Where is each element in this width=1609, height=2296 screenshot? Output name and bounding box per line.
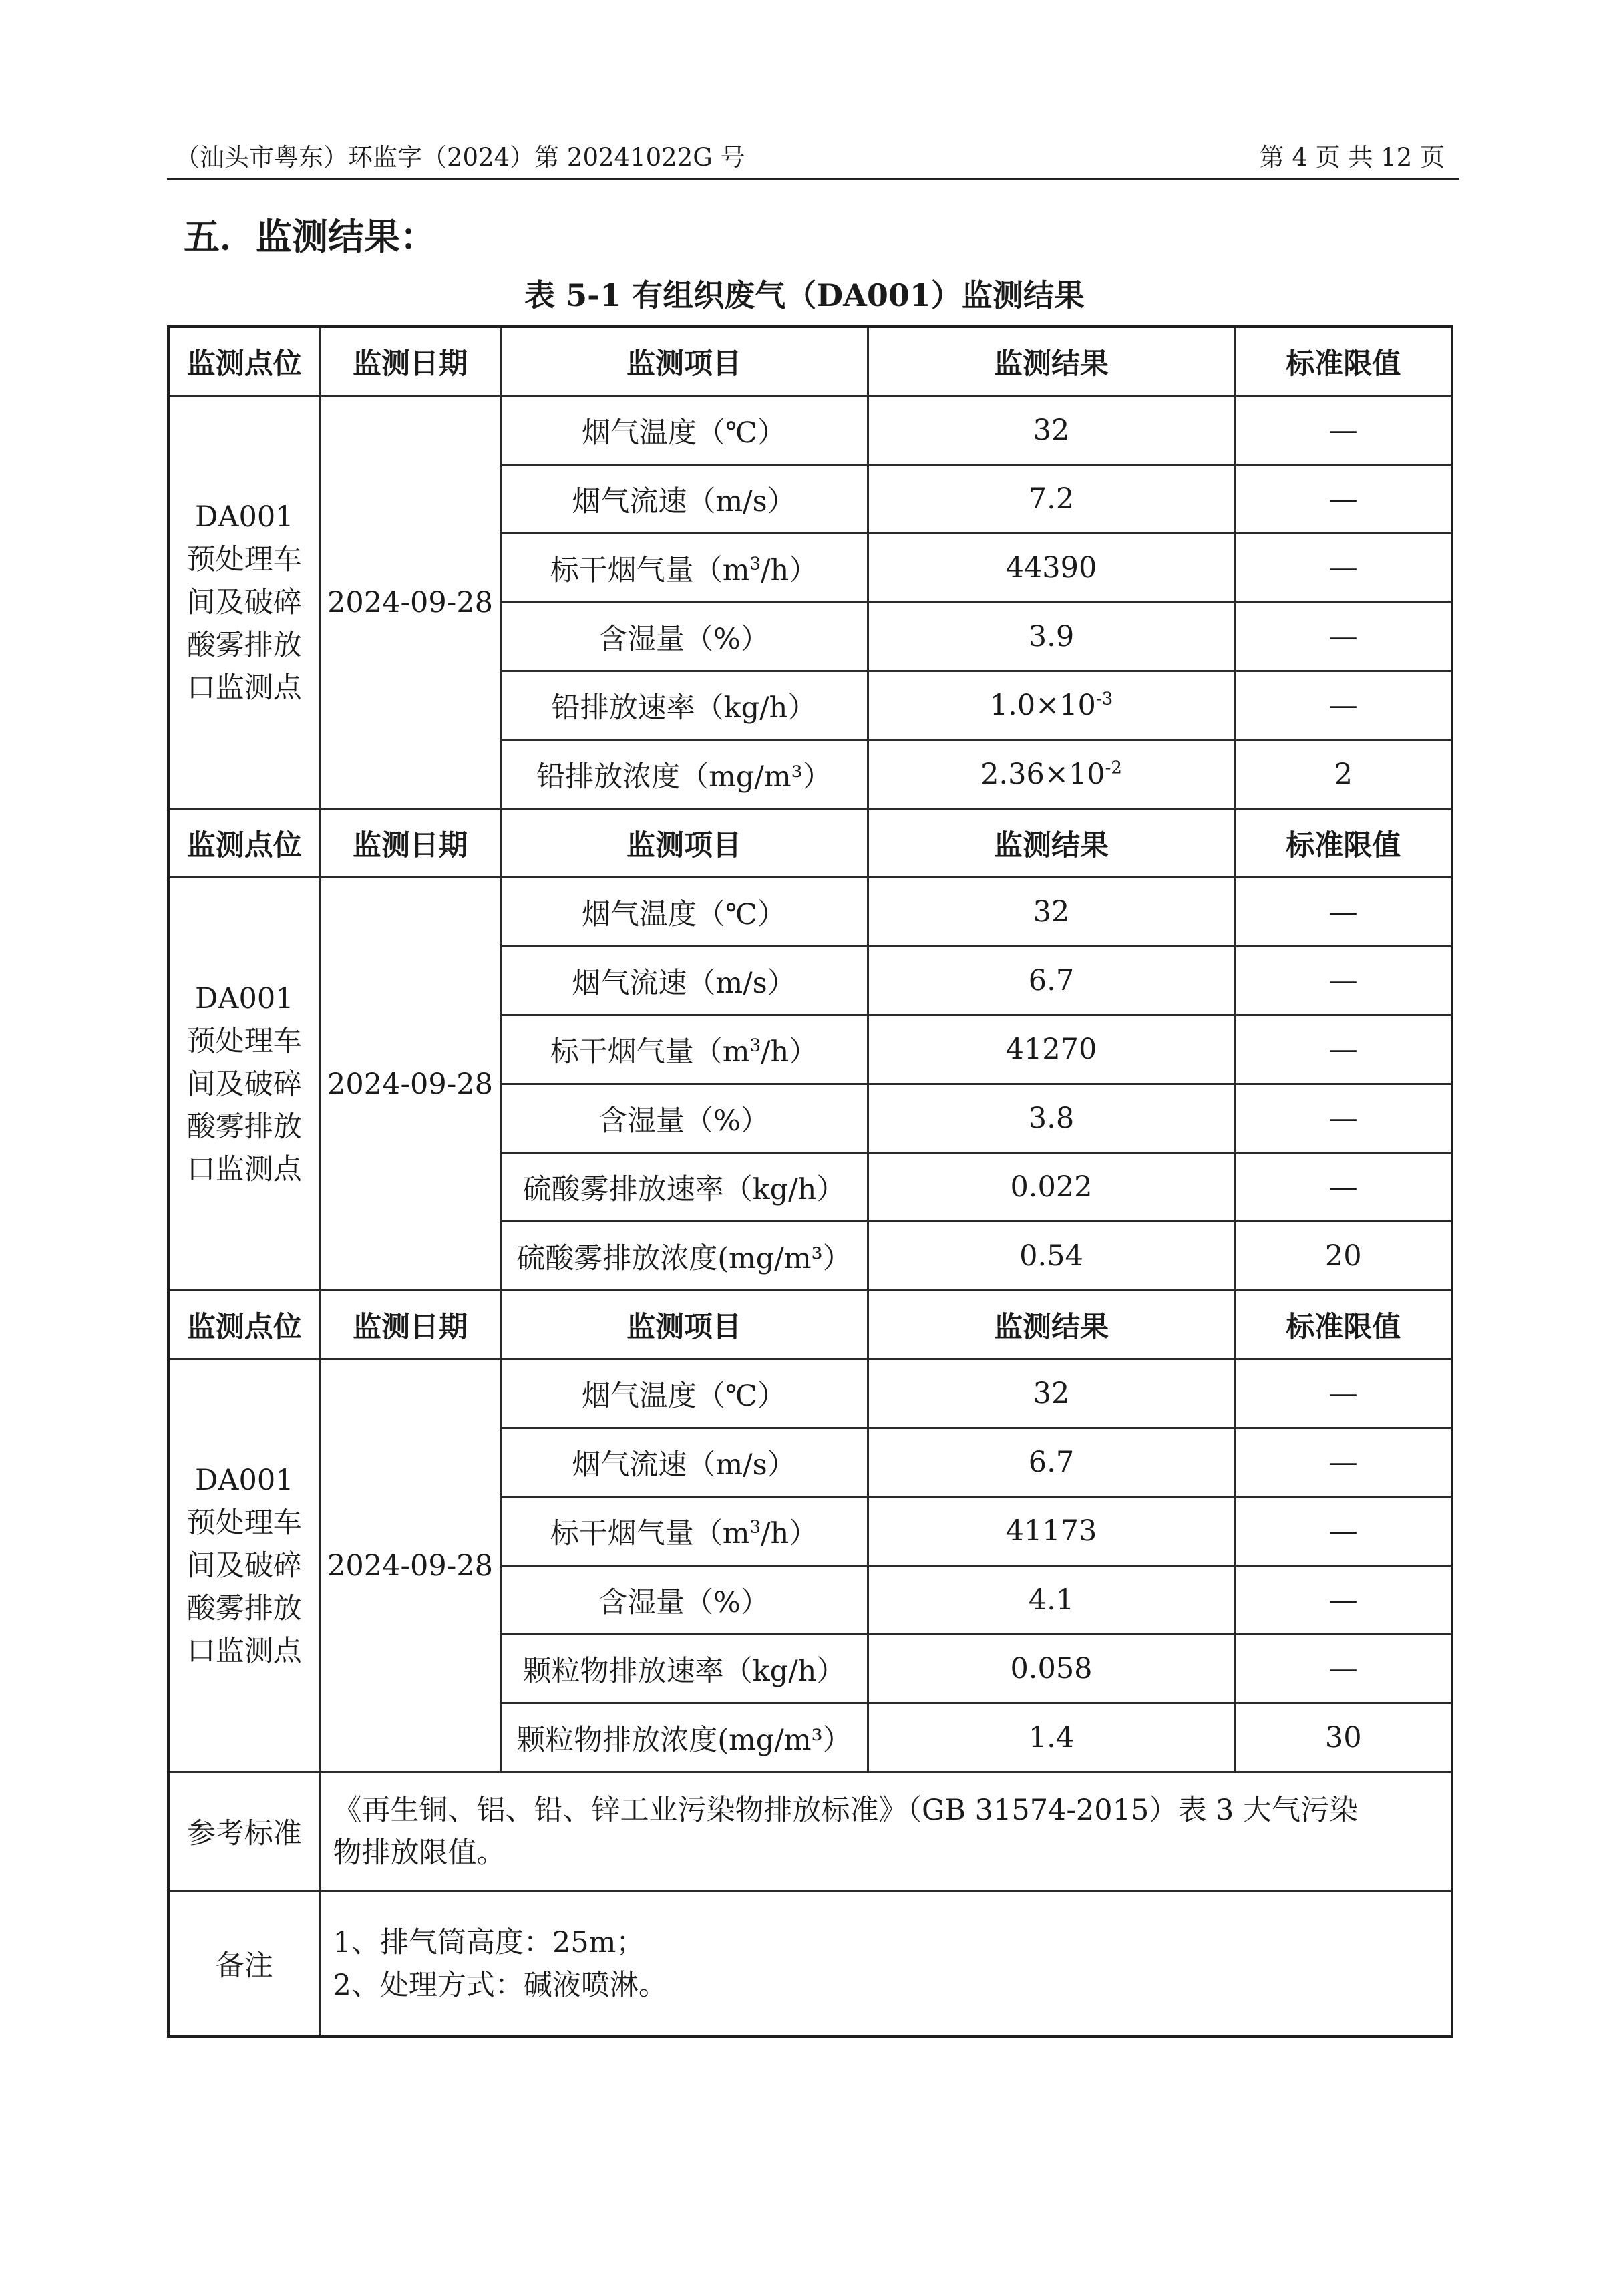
document-reference: （汕头市粤东）环监字（2024）第 20241022G 号: [175, 143, 745, 172]
monitoring-result-cell: [868, 465, 1235, 534]
monitoring-point-line: 预处理车: [186, 542, 302, 577]
monitoring-result-exponent: -2: [1105, 758, 1122, 778]
monitoring-result-value: 6.7: [1028, 1446, 1075, 1479]
monitoring-point-cell: [168, 396, 320, 809]
monitoring-result-value: 6.7: [1028, 964, 1075, 997]
column-header-point: 监测点位: [168, 809, 320, 878]
monitoring-item-unit-tail: /h）: [761, 1516, 818, 1550]
monitoring-result-cell: [868, 878, 1235, 947]
monitoring-point-line: DA001: [194, 500, 294, 534]
section-title: 五．监测结果：: [184, 215, 436, 258]
monitoring-result-value: 32: [1033, 414, 1070, 447]
table-header-row: [168, 327, 1452, 396]
monitoring-item-text: 硫酸雾排放速率（kg/h）: [522, 1172, 846, 1206]
monitoring-item-cell: [500, 1566, 868, 1635]
monitoring-item-cell: [500, 603, 868, 671]
page-header: [167, 137, 1459, 180]
monitoring-result-cell: [868, 671, 1235, 740]
monitoring-point-line: 间及破碎: [186, 585, 302, 619]
monitoring-result-cell: [868, 947, 1235, 1015]
standard-limit-cell: —: [1235, 1015, 1452, 1084]
monitoring-result-cell: [868, 740, 1235, 809]
monitoring-item-text: 烟气流速（m/s）: [572, 484, 796, 518]
remarks-line: 1、排气筒高度：25m；: [333, 1925, 645, 1959]
standard-limit-cell: —: [1235, 1359, 1452, 1428]
standard-limit-cell: —: [1235, 1635, 1452, 1703]
monitoring-result-cell: [868, 1222, 1235, 1291]
remarks-row: [168, 1891, 1452, 2037]
column-header-date: 监测日期: [320, 327, 500, 396]
monitoring-item-text: 烟气温度（℃）: [581, 1379, 787, 1413]
monitoring-item-unit-tail: /h）: [761, 553, 818, 587]
monitoring-item-cell: [500, 1635, 868, 1703]
monitoring-date-cell: 2024-09-28: [320, 878, 500, 1291]
monitoring-item-superscript: 3: [749, 1517, 761, 1538]
monitoring-item-text: 含湿量（%）: [598, 622, 769, 656]
standard-limit-cell: —: [1235, 1428, 1452, 1497]
reference-standard-text: [320, 1772, 1452, 1891]
monitoring-result-cell: [868, 1497, 1235, 1566]
monitoring-result-value: 4.1: [1028, 1583, 1075, 1617]
monitoring-item-cell: [500, 1497, 868, 1566]
standard-limit-cell: —: [1235, 1497, 1452, 1566]
monitoring-item-cell: [500, 1359, 868, 1428]
monitoring-item-cell: [500, 671, 868, 740]
monitoring-item-text: 标干烟气量（m: [550, 1035, 750, 1069]
column-header-item: 监测项目: [500, 1291, 868, 1359]
monitoring-item-cell: [500, 947, 868, 1015]
standard-limit-cell: —: [1235, 465, 1452, 534]
monitoring-result-cell: [868, 1566, 1235, 1635]
monitoring-point-line: 酸雾排放: [186, 1591, 302, 1625]
monitoring-item-text: 烟气流速（m/s）: [572, 966, 796, 1000]
monitoring-item-text: 烟气温度（℃）: [581, 897, 787, 931]
remarks-text: [320, 1891, 1452, 2037]
monitoring-point-cell: [168, 1359, 320, 1772]
standard-limit-cell: 20: [1235, 1222, 1452, 1291]
monitoring-result-cell: [868, 1084, 1235, 1153]
column-header-date: 监测日期: [320, 1291, 500, 1359]
monitoring-item-text: 铅排放速率（kg/h）: [551, 691, 817, 725]
standard-limit-cell: —: [1235, 1084, 1452, 1153]
table-header-row: [168, 1291, 1452, 1359]
column-header-item: 监测项目: [500, 809, 868, 878]
monitoring-item-text: 含湿量（%）: [598, 1585, 769, 1619]
table-row: [168, 396, 1452, 465]
monitoring-result-cell: [868, 1015, 1235, 1084]
page-number: 第 4 页 共 12 页: [1259, 143, 1445, 172]
monitoring-item-cell: [500, 1428, 868, 1497]
monitoring-point-line: 口监测点: [186, 1634, 302, 1668]
monitoring-result-exponent: -3: [1095, 689, 1113, 709]
monitoring-result-cell: [868, 1428, 1235, 1497]
monitoring-item-text: 铅排放浓度（mg/m³）: [536, 760, 832, 794]
standard-limit-cell: —: [1235, 1566, 1452, 1635]
monitoring-item-cell: [500, 534, 868, 603]
monitoring-results-table: [167, 325, 1453, 2038]
monitoring-point-line: 酸雾排放: [186, 628, 302, 662]
monitoring-result-cell: [868, 603, 1235, 671]
monitoring-item-cell: [500, 1222, 868, 1291]
monitoring-result-value: 32: [1033, 895, 1070, 929]
monitoring-item-text: 烟气温度（℃）: [581, 416, 787, 450]
monitoring-result-value: 32: [1033, 1377, 1070, 1410]
monitoring-point-line: 口监测点: [186, 1152, 302, 1186]
monitoring-result-value: 1.0×10: [989, 689, 1096, 722]
column-header-point: 监测点位: [168, 327, 320, 396]
column-header-result: 监测结果: [868, 809, 1235, 878]
standard-limit-cell: —: [1235, 671, 1452, 740]
monitoring-result-value: 3.8: [1028, 1102, 1075, 1135]
monitoring-result-value: 2.36×10: [980, 758, 1105, 791]
monitoring-item-superscript: 3: [749, 554, 761, 575]
table-row: [168, 878, 1452, 947]
table-row: [168, 1359, 1452, 1428]
column-header-limit: 标准限值: [1235, 327, 1452, 396]
column-header-point: 监测点位: [168, 1291, 320, 1359]
monitoring-date-cell: 2024-09-28: [320, 396, 500, 809]
column-header-result: 监测结果: [868, 327, 1235, 396]
monitoring-item-cell: [500, 878, 868, 947]
monitoring-result-value: 0.54: [1019, 1239, 1083, 1273]
monitoring-result-cell: [868, 1635, 1235, 1703]
monitoring-result-value: 44390: [1005, 551, 1097, 585]
standard-limit-cell: —: [1235, 1153, 1452, 1222]
monitoring-result-value: 41173: [1005, 1514, 1097, 1548]
table-caption: 表 5-1 有组织废气（DA001）监测结果: [524, 277, 1085, 313]
monitoring-item-cell: [500, 1084, 868, 1153]
column-header-result: 监测结果: [868, 1291, 1235, 1359]
remarks-label: 备注: [168, 1891, 320, 2037]
monitoring-result-cell: [868, 1153, 1235, 1222]
monitoring-result-value: 0.022: [1010, 1170, 1093, 1204]
column-header-limit: 标准限值: [1235, 809, 1452, 878]
standard-limit-cell: 2: [1235, 740, 1452, 809]
column-header-item: 监测项目: [500, 327, 868, 396]
standard-limit-cell: —: [1235, 947, 1452, 1015]
remarks-line: 2、处理方式：碱液喷淋。: [333, 1968, 667, 2002]
standard-limit-cell: —: [1235, 534, 1452, 603]
monitoring-point-line: 间及破碎: [186, 1548, 302, 1583]
standard-limit-cell: 30: [1235, 1703, 1452, 1772]
monitoring-point-line: 预处理车: [186, 1506, 302, 1540]
monitoring-result-value: 3.9: [1028, 620, 1075, 653]
monitoring-item-text: 硫酸雾排放浓度(mg/m³）: [516, 1241, 852, 1275]
monitoring-result-value: 7.2: [1028, 482, 1075, 516]
standard-limit-cell: —: [1235, 878, 1452, 947]
monitoring-result-cell: [868, 1359, 1235, 1428]
column-header-limit: 标准限值: [1235, 1291, 1452, 1359]
reference-standard-row: [168, 1772, 1452, 1891]
reference-standard-label: 参考标准: [168, 1772, 320, 1891]
monitoring-item-cell: [500, 396, 868, 465]
monitoring-item-text: 标干烟气量（m: [550, 553, 750, 587]
reference-standard-line: 《再生铜、铝、铅、锌工业污染物排放标准》（GB 31574-2015）表 3 大气污染: [333, 1793, 1359, 1827]
standard-limit-cell: —: [1235, 603, 1452, 671]
table-header-row: [168, 809, 1452, 878]
monitoring-result-value: 41270: [1005, 1033, 1097, 1066]
monitoring-point-line: 口监测点: [186, 671, 302, 705]
monitoring-result-cell: [868, 1703, 1235, 1772]
monitoring-item-text: 颗粒物排放浓度(mg/m³）: [516, 1723, 852, 1757]
monitoring-point-line: 酸雾排放: [186, 1110, 302, 1144]
monitoring-date-cell: 2024-09-28: [320, 1359, 500, 1772]
monitoring-result-cell: [868, 396, 1235, 465]
monitoring-item-cell: [500, 740, 868, 809]
monitoring-item-cell: [500, 1015, 868, 1084]
monitoring-result-value: 1.4: [1028, 1721, 1075, 1754]
column-header-date: 监测日期: [320, 809, 500, 878]
monitoring-point-line: DA001: [194, 981, 294, 1015]
monitoring-point-line: 间及破碎: [186, 1067, 302, 1101]
monitoring-item-text: 标干烟气量（m: [550, 1516, 750, 1550]
monitoring-result-value: 0.058: [1010, 1652, 1093, 1685]
monitoring-result-cell: [868, 534, 1235, 603]
monitoring-item-text: 颗粒物排放速率（kg/h）: [522, 1654, 846, 1688]
monitoring-point-cell: [168, 878, 320, 1291]
monitoring-item-cell: [500, 1153, 868, 1222]
monitoring-item-cell: [500, 465, 868, 534]
monitoring-item-cell: [500, 1703, 868, 1772]
monitoring-item-superscript: 3: [749, 1035, 761, 1056]
monitoring-item-text: 烟气流速（m/s）: [572, 1448, 796, 1482]
reference-standard-line: 物排放限值。: [333, 1836, 506, 1870]
monitoring-item-text: 含湿量（%）: [598, 1104, 769, 1138]
monitoring-point-line: DA001: [194, 1463, 294, 1497]
standard-limit-cell: —: [1235, 396, 1452, 465]
monitoring-item-unit-tail: /h）: [761, 1035, 818, 1069]
monitoring-point-line: 预处理车: [186, 1024, 302, 1058]
